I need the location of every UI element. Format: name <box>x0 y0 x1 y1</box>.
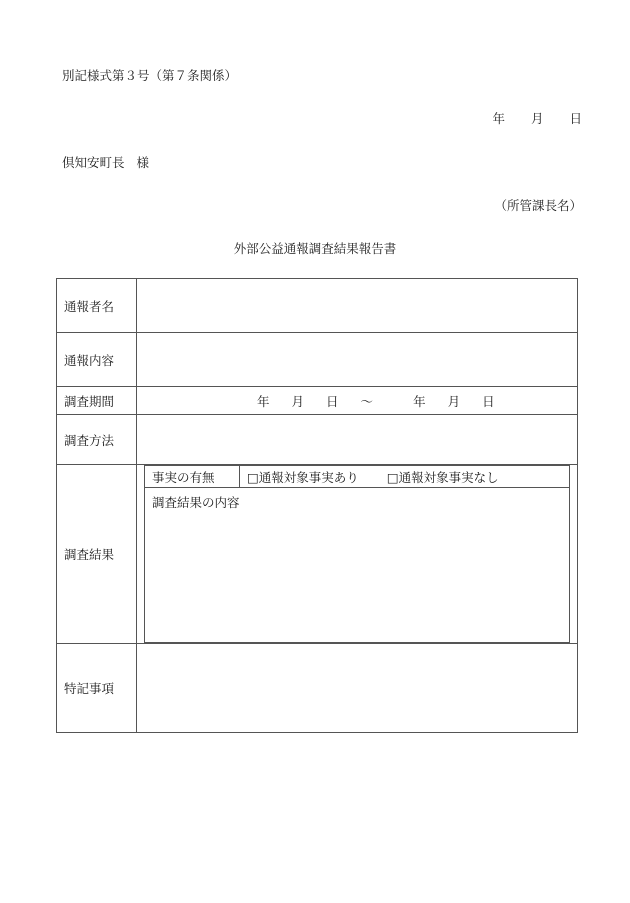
form-number: 別記様式第３号（第７条関係） <box>62 68 238 83</box>
period-month-start: 月 <box>291 393 305 409</box>
date-year: 年 <box>492 111 505 126</box>
special-notes-field[interactable] <box>137 644 578 733</box>
period-year-start: 年 <box>257 393 270 409</box>
submission-date <box>466 109 582 127</box>
result-subtable <box>144 465 570 643</box>
method-label: 調査方法 <box>57 415 137 465</box>
period-day-end: 日 <box>482 393 495 409</box>
report-content-field[interactable] <box>137 333 578 387</box>
section-chief-name: （所管課長名） <box>494 198 582 213</box>
reporter-name-label: 通報者名 <box>57 279 137 333</box>
fact-option-yes-checkbox[interactable]: □通報対象事実あり <box>247 469 359 485</box>
addressee-honorific: 様 <box>136 155 150 170</box>
addressee-name: 倶知安町長 <box>62 155 125 170</box>
result-row <box>57 465 578 644</box>
period-row <box>57 387 578 415</box>
document-title: 外部公益通報調査結果報告書 <box>233 241 397 256</box>
period-label: 調査期間 <box>57 387 137 415</box>
result-content-field[interactable] <box>145 488 570 643</box>
fact-option-no-checkbox[interactable]: □通報対象事実なし <box>386 469 499 485</box>
method-field[interactable] <box>137 415 578 465</box>
fact-row <box>145 466 570 488</box>
reporter-row <box>57 279 578 333</box>
fact-label: 事実の有無 <box>145 466 240 488</box>
result-content-label: 調査結果の内容 <box>152 495 240 510</box>
report-table <box>56 278 578 733</box>
period-month-end: 月 <box>447 393 461 409</box>
special-notes-row <box>57 644 578 733</box>
addressee <box>62 153 149 171</box>
period-field[interactable] <box>137 387 578 415</box>
special-notes-label: 特記事項 <box>57 644 137 733</box>
result-cell <box>137 465 578 644</box>
period-tilde: ～ <box>360 393 374 409</box>
result-content-row <box>145 488 570 643</box>
result-label: 調査結果 <box>57 465 137 644</box>
date-month: 月 <box>530 111 544 126</box>
period-year-end: 年 <box>413 393 426 409</box>
date-day: 日 <box>569 111 582 126</box>
reporter-name-field[interactable] <box>137 279 578 333</box>
report-content-label: 通報内容 <box>57 333 137 387</box>
report-content-row <box>57 333 578 387</box>
period-day-start: 日 <box>326 393 339 409</box>
method-row <box>57 415 578 465</box>
fact-options <box>240 466 570 488</box>
